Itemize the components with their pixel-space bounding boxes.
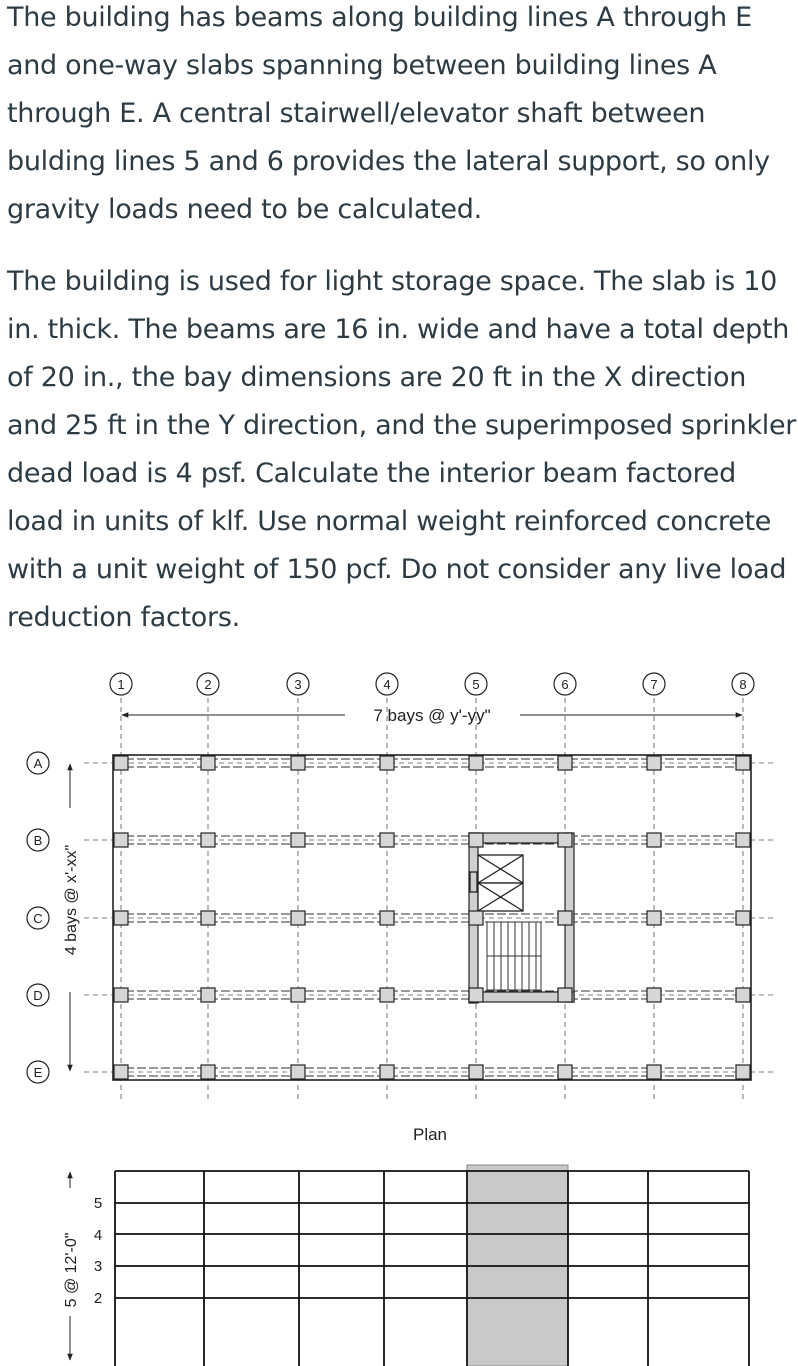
x-dimension-label: 7 bays @ y'-yy": [373, 706, 491, 725]
svg-text:4: 4: [383, 677, 391, 692]
y-dimension-label: 4 bays @ x'-xx": [63, 844, 80, 956]
column-bubble-3: [287, 673, 309, 695]
svg-text:6: 6: [561, 677, 569, 692]
y-dimension: [63, 764, 80, 1071]
row-line-bubbles: [27, 752, 49, 1083]
column-bubble-6: [554, 673, 576, 695]
svg-text:E: E: [33, 1065, 43, 1080]
row-bubble-b: [27, 829, 49, 851]
x-dimension: [122, 706, 742, 725]
svg-text:3: 3: [294, 677, 302, 692]
row-bubble-a: [27, 752, 49, 774]
structural-plan-figure: [0, 660, 798, 1366]
svg-text:5: 5: [472, 677, 480, 692]
row-bubble-c: [27, 907, 49, 929]
floor-label-5: 5: [93, 1195, 103, 1212]
plan-caption: Plan: [412, 1125, 448, 1144]
elevation-dimension-label: 5 @ 12'-0": [63, 1232, 80, 1308]
column-bubble-4: [376, 673, 398, 695]
row-bubble-e: [27, 1061, 49, 1083]
column-bubble-1: [110, 673, 132, 695]
svg-text:D: D: [33, 988, 43, 1003]
floor-label-4: 4: [93, 1227, 103, 1244]
svg-text:A: A: [33, 756, 43, 771]
svg-text:8: 8: [739, 677, 747, 692]
floor-label-3: 3: [93, 1258, 103, 1275]
column-line-bubbles: [110, 673, 754, 695]
floor-label-2: 2: [93, 1290, 103, 1307]
column-bubble-5: [465, 673, 487, 695]
column-bubble-8: [732, 673, 754, 695]
elevator-shafts: [470, 855, 523, 911]
row-bubble-d: [27, 984, 49, 1006]
svg-text:B: B: [33, 833, 43, 848]
svg-text:2: 2: [204, 677, 212, 692]
svg-text:C: C: [33, 911, 43, 926]
grid-centerlines: [84, 698, 775, 1100]
svg-text:1: 1: [117, 677, 125, 692]
question-paragraph-1: The building has beams along building lines A through E and one-way slabs spanning between building lines A through E. A central stairwell/elevator shaft between bulding lines 5 and 6 provides the lateral support, so only gravity loads need to be calculated.: [7, 2, 770, 225]
svg-text:7: 7: [650, 677, 658, 692]
column-bubble-7: [643, 673, 665, 695]
columns: [114, 756, 750, 1079]
elevation-view: [60, 1165, 749, 1366]
stairwell: [487, 922, 541, 990]
column-bubble-2: [197, 673, 219, 695]
question-paragraph-2: The building is used for light storage space. The slab is 10 in. thick. The beams are 16 in. wide and have a total depth of 20 in., the bay dimensions are 20 ft in the X direction and 25 ft in the Y direction, and the superimposed sprinkler dead load is 4 psf. Calculate the interior beam factored load in units of klf. Use normal weight reinforced concrete with a unit weight of 150 pcf. Do not consider any live load reduction factors.: [7, 266, 797, 633]
